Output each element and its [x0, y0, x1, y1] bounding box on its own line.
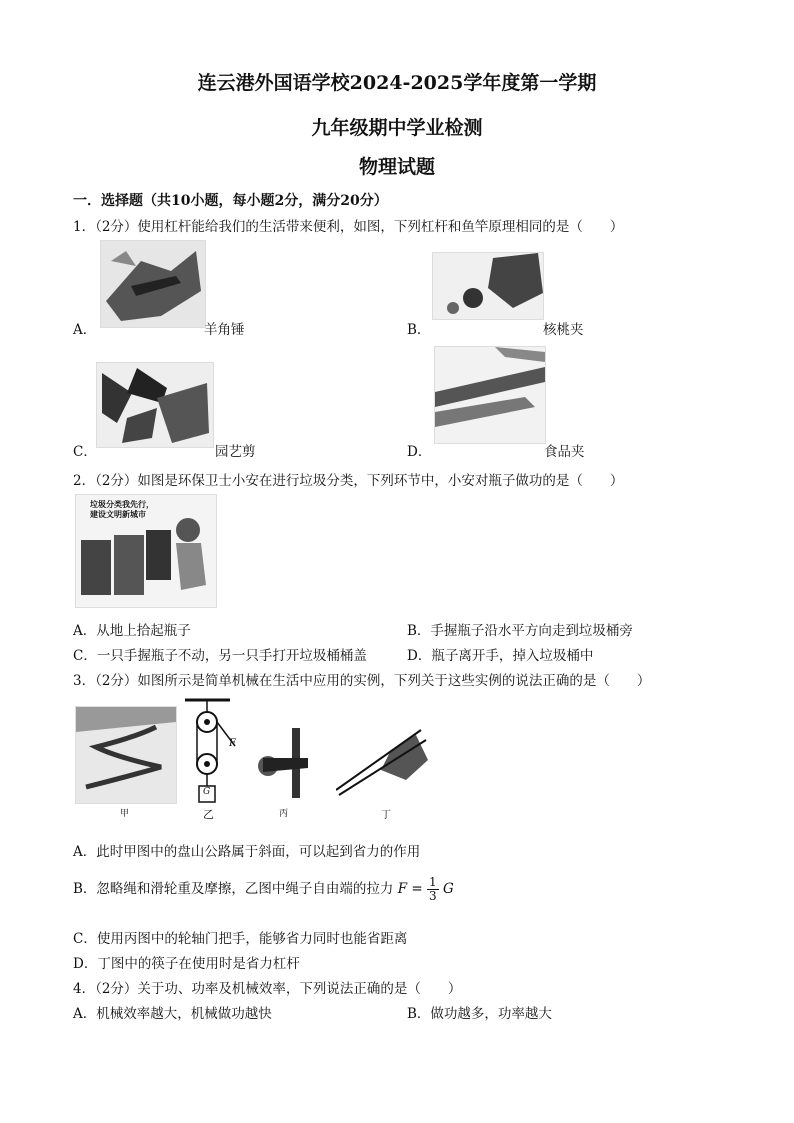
q2-stem: 2．（2分）如图是环保卫士小安在进行垃圾分类，下列环节中，小安对瓶子做功的是（ ）: [73, 473, 624, 489]
q3-option-d: D．丁图中的筷子在使用时是省力杠杆: [73, 956, 300, 972]
q1-hammer-image: [100, 240, 206, 328]
q3-mountain-road-image: [75, 706, 177, 804]
q3-weight-label: G: [203, 787, 211, 797]
q2-speech-line2: 建设文明新城市: [90, 509, 146, 519]
school-title: 连云港外国语学校2024-2025学年度第一学期: [197, 72, 597, 94]
subject-title: 物理试题: [358, 156, 435, 178]
q4-option-b: B．做功越多，功率越大: [407, 1006, 552, 1022]
q2-speech-bubble: [90, 499, 154, 519]
q3-option-b-formula-lhs: F =: [397, 881, 423, 897]
q3-force-label: F: [229, 738, 236, 749]
q4-option-a: A．机械效率越大，机械做功越快: [73, 1006, 272, 1022]
q1-b-caption: 核桃夹: [543, 322, 584, 338]
q2-option-a: A．从地上拾起瓶子: [73, 623, 191, 639]
q3-option-c: C．使用丙图中的轮轴门把手，能够省力同时也能省距离: [73, 931, 408, 947]
q1-c-letter: C．: [73, 444, 97, 460]
q1-a-caption: 羊角锤: [204, 322, 245, 338]
q3-label-ding: 丁: [381, 810, 391, 821]
q3-option-b-text: B．忽略绳和滑轮重及摩擦，乙图中绳子自由端的拉力: [73, 881, 394, 897]
section-heading: 一．选择题（共10小题，每小题2分，满分20分）: [73, 193, 388, 209]
q3-label-bing: 丙: [279, 809, 289, 819]
q4-stem: 4．（2分）关于功、功率及机械效率，下列说法正确的是（ ）: [73, 981, 462, 997]
q2-option-d: D．瓶子离开手，掉入垃圾桶中: [407, 648, 594, 664]
q3-door-handle-image: [248, 728, 320, 798]
exam-title: 九年级期中学业检测: [311, 117, 483, 139]
q3-stem: 3．（2分）如图所示是简单机械在生活中应用的实例，下列关于这些实例的说法正确的是（ ）: [73, 673, 651, 689]
q3-chopsticks-image: [336, 720, 430, 800]
q2-sorting-image: [75, 494, 217, 608]
q1-garden-shears-image: [96, 362, 214, 448]
q3-label-jia: 甲: [120, 809, 130, 819]
fraction-denominator: 3: [429, 889, 437, 903]
q2-option-b: B．手握瓶子沿水平方向走到垃圾桶旁: [407, 623, 633, 639]
q3-pulley-diagram: [185, 698, 245, 804]
q2-option-c: C．一只手握瓶子不动，另一只手打开垃圾桶桶盖: [73, 648, 367, 664]
q1-nutcracker-image: [432, 252, 544, 320]
q1-a-letter: A．: [73, 322, 97, 338]
q1-d-letter: D．: [407, 444, 432, 460]
q3-label-yi: 乙: [203, 808, 214, 821]
fraction-numerator: 1: [429, 875, 437, 889]
q3-option-b: [73, 876, 454, 903]
q1-stem: 1．（2分）使用杠杆能给我们的生活带来便利，如图，下列杠杆和鱼竿原理相同的是（ ）: [73, 219, 624, 235]
q1-b-letter: B．: [407, 322, 431, 338]
q1-food-tongs-image: [434, 346, 546, 444]
q1-d-caption: 食品夹: [544, 444, 585, 460]
q3-option-b-formula-var: G: [442, 881, 454, 897]
q3-option-b-fraction: [427, 876, 439, 903]
q1-c-caption: 园艺剪: [215, 444, 256, 460]
q2-speech-line1: 垃圾分类我先行，: [90, 499, 154, 509]
q3-option-a: A．此时甲图中的盘山公路属于斜面，可以起到省力的作用: [73, 844, 421, 860]
